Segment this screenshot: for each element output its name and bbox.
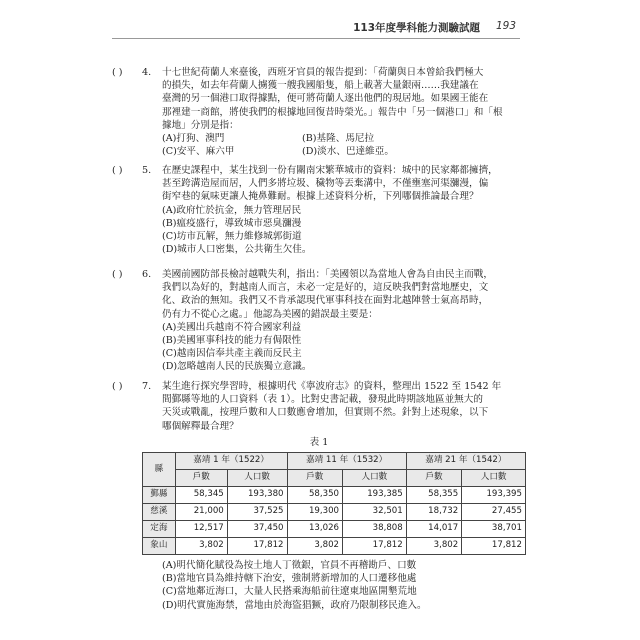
table-cell: 37,525 bbox=[227, 504, 287, 521]
option-d[interactable]: (D)明代實施海禁，當地由於海盜猖獗，政府乃限制移民進入。 bbox=[162, 599, 427, 611]
question-number: 7. bbox=[142, 381, 152, 392]
options bbox=[112, 132, 526, 158]
question-7 bbox=[112, 380, 526, 612]
stem-line: 甚至跨溝造屋而居，人們多將垃圾、穢物等丟棄溝中，不僅壅塞河渠瀰漫，偏 bbox=[162, 178, 489, 190]
table-row bbox=[143, 504, 526, 521]
population-header: 人口數 bbox=[227, 470, 287, 487]
option-c[interactable]: (C)越南因信奉共產主義而反民主 bbox=[162, 348, 302, 360]
option-a[interactable]: (A)美國出兵越南不符合國家利益 bbox=[162, 321, 302, 333]
question-stem bbox=[162, 66, 526, 132]
options bbox=[112, 559, 526, 612]
option-a[interactable]: (A)打狗、澳門 bbox=[162, 133, 225, 145]
question-stem bbox=[162, 268, 526, 321]
header-title: 113年度學科能力測驗試題 bbox=[353, 22, 480, 34]
stem-line: 天災或戰亂，按理戶數和人口數應會增加，但實則不然。針對上述現象，以下 bbox=[162, 407, 489, 419]
option-b[interactable]: (B)基隆、馬尼拉 bbox=[302, 133, 375, 145]
question-number: 4. bbox=[142, 67, 152, 78]
households-header: 戶數 bbox=[406, 470, 462, 487]
county-cell: 鄞縣 bbox=[143, 487, 176, 504]
table-row bbox=[143, 487, 526, 504]
option-d[interactable]: (D)淡水、巴達維亞。 bbox=[302, 146, 394, 158]
page-header bbox=[0, 14, 640, 40]
table-cell: 193,395 bbox=[462, 487, 526, 504]
question-5 bbox=[112, 164, 526, 256]
period-header: 嘉靖 1 年（1522） bbox=[175, 453, 287, 470]
table-cell: 38,701 bbox=[462, 521, 526, 538]
option-a[interactable]: (A)政府忙於抗金，無力管理居民 bbox=[162, 204, 302, 216]
answer-bracket[interactable]: ( ) bbox=[112, 165, 123, 176]
question-stem bbox=[162, 164, 526, 204]
households-header: 戶數 bbox=[287, 470, 343, 487]
county-cell: 慈溪 bbox=[143, 504, 176, 521]
table-header-row bbox=[143, 453, 526, 470]
stem-line: 街窄巷的氣味更讓人掩鼻難耐。根據上述資料分析，下列哪個推論最合理？ bbox=[162, 191, 479, 203]
stem-line: 那裡建一商館，將使我們的根據地回復昔時榮光。」報告中「另一個港口」和「根 bbox=[162, 106, 503, 118]
table-cell: 14,017 bbox=[406, 521, 462, 538]
period-header: 嘉靖 21 年（1542） bbox=[406, 453, 525, 470]
table-cell: 17,812 bbox=[227, 538, 287, 555]
stem-line: 據地」分別是指： bbox=[162, 119, 239, 131]
table-title: 表 1 bbox=[309, 436, 329, 448]
table-cell: 13,026 bbox=[287, 521, 343, 538]
table-cell: 38,808 bbox=[343, 521, 407, 538]
table-cell: 32,501 bbox=[343, 504, 407, 521]
option-c[interactable]: (C)安平、麻六甲 bbox=[162, 146, 235, 158]
stem-line: 的損失，如去年荷蘭人擄獲一艘我國船隻，船上載著大量銀兩……我建議在 bbox=[162, 80, 479, 92]
table-cell: 3,802 bbox=[287, 538, 343, 555]
period-header: 嘉靖 11 年（1532） bbox=[287, 453, 406, 470]
table-cell: 58,355 bbox=[406, 487, 462, 504]
header-divider bbox=[112, 38, 520, 39]
option-d[interactable]: (D)忽略越南人民的民族獨立意識。 bbox=[162, 361, 312, 373]
question-number: 6. bbox=[142, 269, 152, 280]
table-cell: 3,802 bbox=[406, 538, 462, 555]
table-cell: 17,812 bbox=[343, 538, 407, 555]
county-cell: 象山 bbox=[143, 538, 176, 555]
population-table bbox=[142, 452, 526, 555]
population-header: 人口數 bbox=[343, 470, 407, 487]
options bbox=[112, 321, 526, 374]
options bbox=[112, 204, 526, 257]
county-header: 縣 bbox=[143, 453, 176, 487]
households-header: 戶數 bbox=[175, 470, 227, 487]
option-b[interactable]: (B)當地官員為維持轄下治安，強制將新增加的人口遷移他處 bbox=[162, 573, 417, 585]
stem-line: 我們以為好的，對越南人而言，未必一定是好的，這反映我們對當地歷史，文 bbox=[162, 282, 489, 294]
table-cell: 21,000 bbox=[175, 504, 227, 521]
table-cell: 58,350 bbox=[287, 487, 343, 504]
stem-line: 仍有力不從心之處。」他認為美國的錯誤最主要是： bbox=[162, 308, 378, 320]
stem-line: 哪個解釋最合理？ bbox=[162, 420, 239, 432]
stem-line: 十七世紀荷蘭人來臺後，西班牙官員的報告提到：「荷蘭與日本曾給我們極大 bbox=[162, 67, 484, 78]
table-cell: 3,802 bbox=[175, 538, 227, 555]
stem-line: 在歷史課程中，某生找到一份有關南宋繁華城市的資料：城中的民家鄰都擁擠， bbox=[162, 165, 498, 176]
table-cell: 58,345 bbox=[175, 487, 227, 504]
table-row bbox=[143, 538, 526, 555]
answer-bracket[interactable]: ( ) bbox=[112, 67, 123, 78]
table-cell: 37,450 bbox=[227, 521, 287, 538]
table-cell: 19,300 bbox=[287, 504, 343, 521]
option-c[interactable]: (C)坊市瓦解，無力維修城郭街道 bbox=[162, 231, 302, 243]
answer-bracket[interactable]: ( ) bbox=[112, 381, 123, 392]
option-c[interactable]: (C)當地鄰近海口，大量人民搭乘海船前往遼東地區開墾荒地 bbox=[162, 586, 417, 598]
table-cell: 17,812 bbox=[462, 538, 526, 555]
question-4 bbox=[112, 66, 526, 158]
table-cell: 193,380 bbox=[227, 487, 287, 504]
table-subheader-row bbox=[143, 470, 526, 487]
option-b[interactable]: (B)美國軍事科技的能力有侷限性 bbox=[162, 335, 302, 347]
table-cell: 193,385 bbox=[343, 487, 407, 504]
question-number: 5. bbox=[142, 165, 152, 176]
stem-line: 臺灣的另一個港口取得據點，便可將荷蘭人逐出他們的現居地。如果國王能在 bbox=[162, 93, 489, 105]
table-row bbox=[143, 521, 526, 538]
page-number: 193 bbox=[495, 20, 516, 32]
stem-line: 美國前國防部長檢討越戰失利，指出：「美國領以為當地人會為自由民主而戰， bbox=[162, 269, 493, 280]
option-d[interactable]: (D)城市人口密集，公共衛生欠佳。 bbox=[162, 244, 312, 256]
stem-line: 間鄞縣等地的人口資料（表 1）。比對史書記載，發現此時期該地區並無大的 bbox=[162, 394, 483, 406]
question-6 bbox=[112, 268, 526, 374]
question-stem bbox=[162, 380, 526, 433]
table-cell: 12,517 bbox=[175, 521, 227, 538]
population-header: 人口數 bbox=[462, 470, 526, 487]
table-cell: 18,732 bbox=[406, 504, 462, 521]
county-cell: 定海 bbox=[143, 521, 176, 538]
table-cell: 27,455 bbox=[462, 504, 526, 521]
option-b[interactable]: (B)瘟疫盛行，導致城市惡臭瀰漫 bbox=[162, 217, 302, 229]
option-a[interactable]: (A)明代簡化賦役為按土地人丁徵銀，官員不再稽勘戶、口數 bbox=[162, 560, 417, 572]
answer-bracket[interactable]: ( ) bbox=[112, 269, 123, 280]
stem-line: 化、政治的無知。我們又不肯承認現代軍事科技在面對北越陣營士氣高昂時， bbox=[162, 295, 489, 307]
stem-line: 某生進行探究學習時，根據明代《寧波府志》的資料，整理出 1522 至 1542 年 bbox=[162, 381, 502, 392]
